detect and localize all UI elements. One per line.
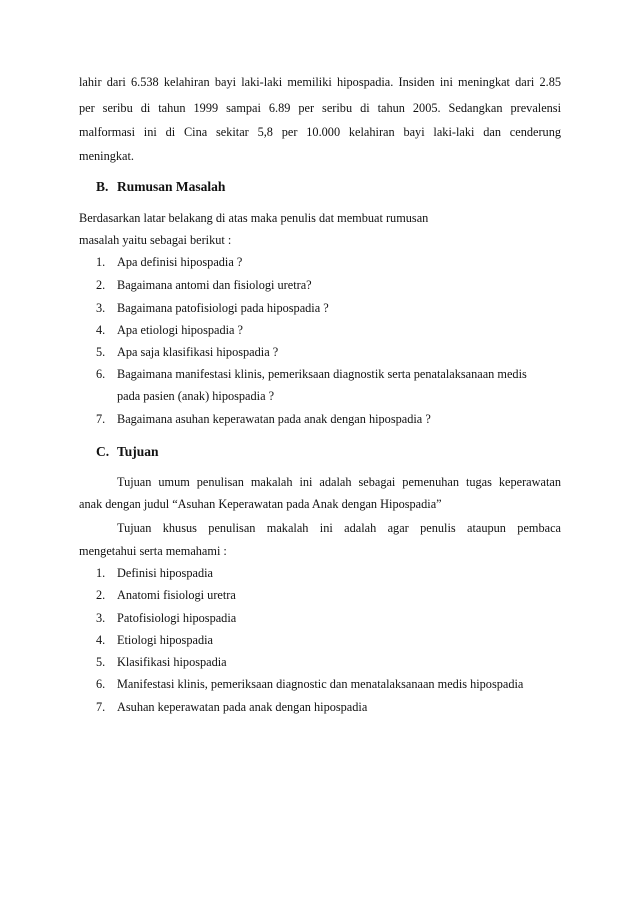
list-number: 3.: [96, 301, 106, 315]
list-number: 4.: [96, 633, 106, 647]
list-number: 5.: [96, 345, 106, 359]
section-b-para-line-1: Berdasarkan latar belakang di atas maka penulis dat membuat rumusan: [79, 211, 429, 225]
section-b-title: Rumusan Masalah: [117, 179, 226, 194]
list-item: Anatomi fisiologi uretra: [117, 588, 236, 602]
list-item: Manifestasi klinis, pemeriksaan diagnostic dan menatalaksanaan medis hipospadia: [117, 677, 524, 691]
list-item: Apa saja klasifikasi hipospadia ?: [117, 345, 279, 359]
section-c-title: Tujuan: [117, 444, 159, 459]
list-item: Patofisiologi hipospadia: [117, 611, 237, 625]
list-item: Klasifikasi hipospadia: [117, 655, 227, 669]
list-number: 6.: [96, 677, 106, 691]
list-item: Bagaimana asuhan keperawatan pada anak dengan hipospadia ?: [117, 412, 431, 426]
list-item: Apa etiologi hipospadia ?: [117, 323, 244, 337]
section-c-para1-line-1: Tujuan umum penulisan makalah ini adalah sebagai pemenuhan tugas keperawatan: [117, 475, 561, 489]
section-c-para1-line-2: anak dengan judul “Asuhan Keperawatan pada Anak dengan Hipospadia”: [79, 497, 442, 511]
list-item: Definisi hipospadia: [117, 566, 213, 580]
list-item: Bagaimana antomi dan fisiologi uretra?: [117, 278, 312, 292]
intro-line-3: malformasi ini di Cina sekitar 5,8 per 10.000 kelahiran bayi laki-laki dan cenderung: [79, 125, 561, 139]
section-c-letter: C.: [96, 444, 110, 459]
list-item: Bagaimana manifestasi klinis, pemeriksaan diagnostik serta penatalaksanaan medis: [117, 367, 527, 381]
intro-line-1: lahir dari 6.538 kelahiran bayi laki-laki memiliki hipospadia. Insiden ini meningkat dari 2.85: [79, 75, 561, 89]
list-item: Bagaimana patofisiologi pada hipospadia ?: [117, 301, 329, 315]
section-b-para-line-2: masalah yaitu sebagai berikut :: [79, 233, 232, 247]
intro-line-2: per seribu di tahun 1999 sampai 6.89 per seribu di tahun 2005. Sedangkan prevalensi: [79, 101, 561, 115]
list-number: 1.: [96, 255, 106, 269]
list-number: 7.: [96, 700, 106, 714]
list-number: 2.: [96, 588, 106, 602]
section-c-para2-line-1: Tujuan khusus penulisan makalah ini adalah agar penulis ataupun pembaca: [117, 521, 561, 535]
intro-line-4: meningkat.: [79, 149, 134, 163]
list-number: 3.: [96, 611, 106, 625]
list-item: Asuhan keperawatan pada anak dengan hipospadia: [117, 700, 368, 714]
list-number: 6.: [96, 367, 106, 381]
section-b-letter: B.: [96, 179, 109, 194]
list-number: 5.: [96, 655, 106, 669]
list-number: 2.: [96, 278, 106, 292]
list-number: 4.: [96, 323, 106, 337]
list-number: 7.: [96, 412, 106, 426]
list-item: Apa definisi hipospadia ?: [117, 255, 243, 269]
list-item-continuation: pada pasien (anak) hipospadia ?: [117, 389, 275, 403]
section-c-para2-line-2: mengetahui serta memahami :: [79, 544, 227, 558]
list-number: 1.: [96, 566, 106, 580]
list-item: Etiologi hipospadia: [117, 633, 213, 647]
